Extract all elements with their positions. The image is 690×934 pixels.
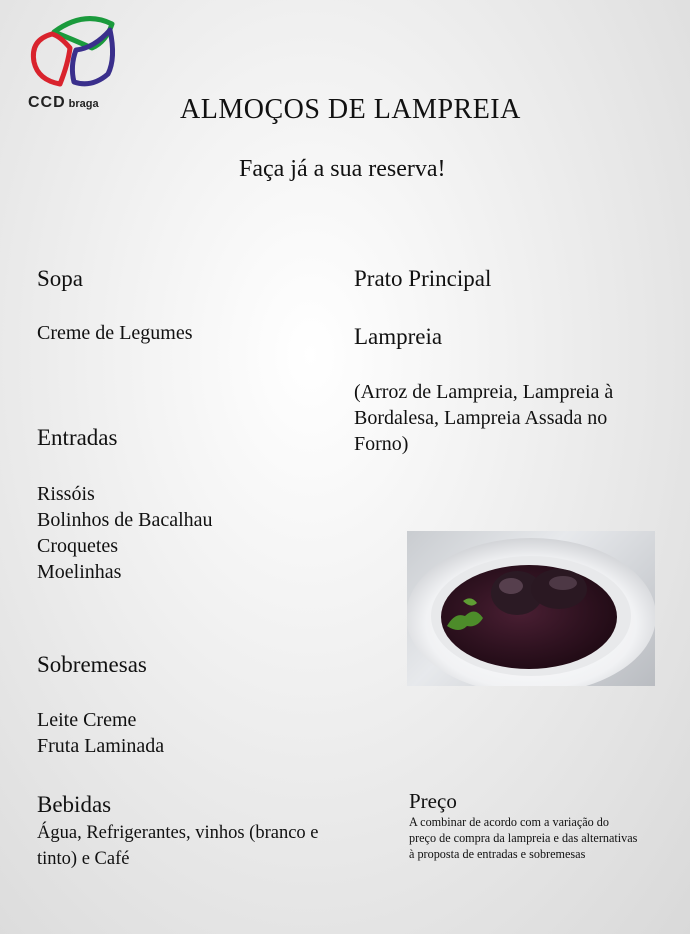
logo-cube-icon — [24, 14, 124, 96]
list-item: Rissóis — [37, 483, 95, 505]
logo-text: CCD braga — [28, 94, 99, 111]
sobremesas-heading: Sobremesas — [37, 652, 147, 677]
sopa-heading: Sopa — [37, 266, 83, 291]
list-item: Fruta Laminada — [37, 735, 165, 757]
entradas-list — [37, 481, 213, 585]
principal-description: (Arroz de Lampreia, Lampreia à Bordalesa, Lampreia Assada no Forno) — [354, 381, 614, 455]
sobremesas-list — [37, 707, 164, 759]
principal-dish: Lampreia — [354, 324, 443, 349]
list-item: Croquetes — [37, 535, 119, 557]
lampreia-dish-photo — [407, 531, 655, 686]
page-subtitle: Faça já a sua reserva! — [239, 156, 446, 182]
bebidas-text: Água, Refrigerantes, vinhos (branco e tinto) e Café — [37, 823, 319, 869]
ccd-braga-logo — [24, 14, 124, 116]
preco-text: A combinar de acordo com a variação do preço de compra da lampreia e das alternativas à proposta de entradas e sobremesas — [409, 815, 638, 861]
bebidas-heading: Bebidas — [37, 792, 112, 817]
list-item: Bolinhos de Bacalhau — [37, 509, 213, 531]
list-item: Moelinhas — [37, 561, 122, 583]
principal-heading: Prato Principal — [354, 266, 492, 291]
list-item: Leite Creme — [37, 709, 137, 731]
preco-heading: Preço — [409, 789, 457, 813]
sopa-item: Creme de Legumes — [37, 322, 193, 344]
page-title: ALMOÇOS DE LAMPREIA — [180, 94, 521, 125]
entradas-heading: Entradas — [37, 425, 118, 450]
